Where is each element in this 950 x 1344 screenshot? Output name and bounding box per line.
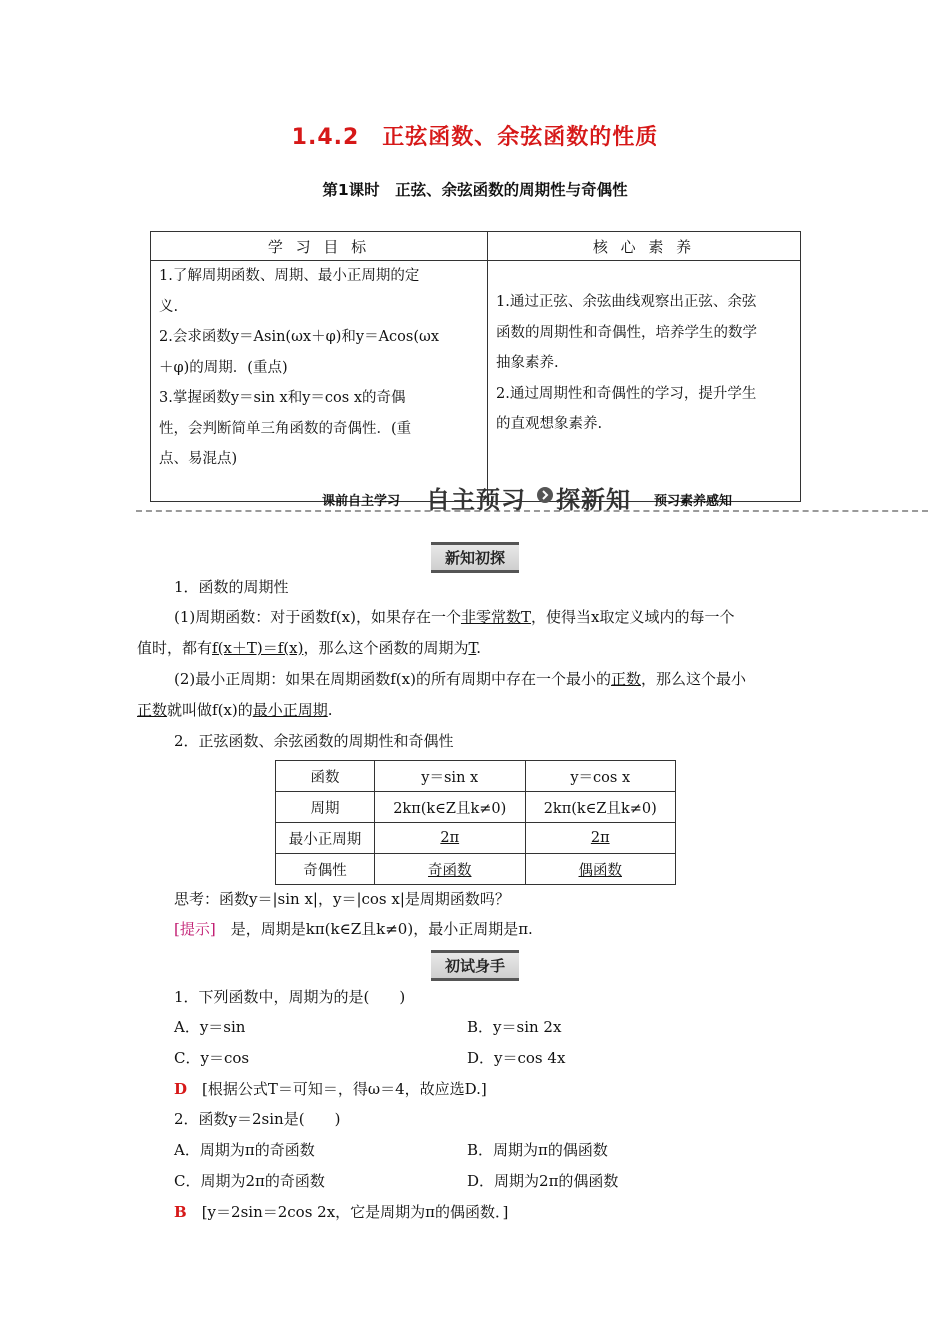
heading-sin-cos-props: 2．正弦函数、余弦函数的周期性和奇偶性 bbox=[174, 732, 454, 750]
q1-option-c: C．y＝cos bbox=[174, 1049, 250, 1067]
goals-header-right: 核 心 素 养 bbox=[488, 232, 801, 261]
q1-answer: D bbox=[174, 1080, 188, 1098]
goal-line: 3.掌握函数y＝sin x和y＝cos x的奇偶 bbox=[159, 390, 406, 406]
goal-line: 1.了解周期函数、周期、最小正周期的定 bbox=[159, 268, 420, 284]
q2-option-d: D．周期为2π的偶函数 bbox=[467, 1172, 619, 1190]
goal-line: 点、易混点) bbox=[159, 451, 238, 467]
blank-nonzero-constant: 非零常数T bbox=[460, 608, 531, 626]
heading-periodicity: 1．函数的周期性 bbox=[174, 578, 289, 596]
table-row: 奇偶性 奇函数 偶函数 bbox=[276, 854, 676, 885]
q2-answer-line: B [y＝2sin＝2cos 2x，它是周期为π的偶函数．] bbox=[174, 1203, 509, 1221]
goals-left-cell bbox=[151, 261, 488, 502]
q1-stem: 1．下列函数中，周期为的是( ) bbox=[174, 988, 406, 1006]
section-tag-label: 初试身手 bbox=[431, 950, 519, 981]
section-tag-new bbox=[0, 542, 950, 573]
banner-left-label: 课前自主学习 bbox=[322, 494, 401, 509]
competency-line: 的直观想象素养. bbox=[496, 416, 603, 432]
section-banner bbox=[136, 480, 928, 520]
banner-main-2: 探新知 bbox=[556, 486, 631, 514]
goal-line: ＋φ)的周期．(重点) bbox=[159, 359, 288, 376]
section-tag-label: 新知初探 bbox=[431, 542, 519, 573]
q2-answer: B bbox=[174, 1203, 187, 1221]
blank-positive-number-2: 正数 bbox=[137, 701, 168, 719]
competency-line: 函数的周期性和奇偶性，培养学生的数学 bbox=[496, 324, 757, 341]
think-question: 思考：函数y＝|sin x|，y＝|cos x|是周期函数吗？ bbox=[174, 890, 510, 908]
q1-option-d: D．y＝cos 4x bbox=[467, 1049, 566, 1067]
lesson-subtitle: 第1课时 正弦、余弦函数的周期性与奇偶性 bbox=[322, 181, 628, 199]
sin-cos-properties-table bbox=[275, 760, 676, 885]
goal-line: 性，会判断简单三角函数的奇偶性．(重 bbox=[159, 420, 412, 437]
banner-right-label: 预习素养感知 bbox=[654, 494, 733, 509]
min-period-line1: (2)最小正周期：如果在周期函数f(x)的所有周期中存在一个最小的正数，那么这个最小 bbox=[174, 670, 746, 688]
banner-main-1: 自主预习 bbox=[426, 486, 526, 514]
hint-line: [提示] 是，周期是kπ(k∈Z且k≠0)，最小正周期是π. bbox=[174, 920, 533, 938]
lesson-title: 1.4.2 正弦函数、余弦函数的性质 bbox=[291, 125, 659, 150]
periodic-def-line1: (1)周期函数：对于函数f(x)，如果存在一个非零常数T，使得当x取定义域内的每一个 bbox=[174, 608, 735, 626]
arrow-circle-icon bbox=[536, 486, 554, 508]
table-row: 最小正周期 2π 2π bbox=[276, 823, 676, 854]
q1-option-b: B．y＝sin 2x bbox=[467, 1018, 562, 1036]
q2-stem: 2．函数y＝2sin是( ) bbox=[174, 1110, 341, 1128]
goals-header-left: 学 习 目 标 bbox=[151, 232, 488, 261]
q2-option-a: A．周期为π的奇函数 bbox=[174, 1141, 315, 1159]
q2-option-b: B．周期为π的偶函数 bbox=[467, 1141, 608, 1159]
blank-period: T bbox=[468, 639, 477, 657]
goal-line: 义. bbox=[159, 298, 179, 315]
section-tag-try bbox=[0, 950, 950, 981]
competency-line: 2.通过周期性和奇偶性的学习，提升学生 bbox=[496, 385, 757, 402]
goals-right-cell bbox=[488, 261, 801, 502]
q1-option-a: A．y＝sin bbox=[174, 1018, 246, 1036]
periodic-def-line2: 值时，都有f(x＋T)＝f(x)，那么这个函数的周期为T. bbox=[137, 639, 482, 657]
goal-line: 2.会求函数y＝Asin(ωx＋φ)和y＝Acos(ωx bbox=[159, 329, 439, 345]
blank-equation: f(x＋T)＝f(x) bbox=[212, 639, 304, 657]
blank-positive-number: 正数 bbox=[610, 670, 641, 688]
min-period-line2: 正数就叫做f(x)的最小正周期. bbox=[137, 701, 333, 719]
banner-dashed-line bbox=[136, 510, 928, 512]
blank-min-period: 最小正周期 bbox=[252, 701, 328, 719]
q2-option-c: C．周期为2π的奇函数 bbox=[174, 1172, 325, 1190]
table-row: 函数 y＝sin x y＝cos x bbox=[276, 761, 676, 792]
q1-answer-line: D [根据公式T＝可知＝，得ω＝4，故应选D.] bbox=[174, 1080, 487, 1098]
table-row: 周期 2kπ(k∈Z且k≠0) 2kπ(k∈Z且k≠0) bbox=[276, 792, 676, 823]
competency-line: 1.通过正弦、余弦曲线观察出正弦、余弦 bbox=[496, 294, 757, 310]
competency-line: 抽象素养. bbox=[496, 355, 559, 371]
goals-table bbox=[150, 231, 801, 502]
hint-label: [提示] bbox=[174, 920, 216, 938]
